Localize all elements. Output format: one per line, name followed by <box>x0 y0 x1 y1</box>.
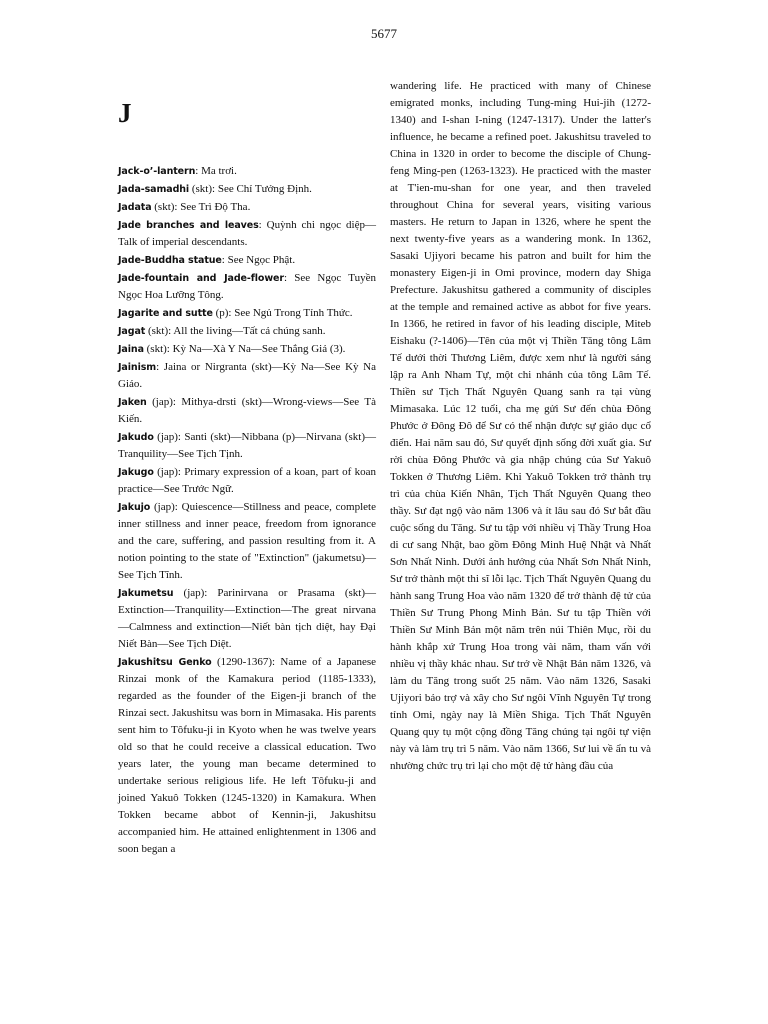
entry-definition: (skt): All the living—Tất cả chúng sanh. <box>145 325 326 337</box>
entry-definition: (skt): See Chỉ Tưởng Định. <box>189 183 312 195</box>
section-letter: J <box>118 98 132 128</box>
entry-term: Jadata <box>118 202 152 213</box>
entry-term: Jainism <box>118 362 157 373</box>
dictionary-entry <box>118 429 376 463</box>
dictionary-entry <box>118 394 376 428</box>
entry-definition: (skt): See Trì Độ Tha. <box>151 201 251 213</box>
entry-definition: : Ma trơi. <box>195 165 237 177</box>
entry-term: Jada-samadhi <box>118 184 190 195</box>
dictionary-entry <box>118 217 376 251</box>
entry-definition: (jap): Santi (skt)—Nibbana (p)—Nirvana (skt)—Tranquility—See Tịch Tịnh. <box>118 431 376 460</box>
entry-definition: : Quỳnh chi ngọc diệp—Talk of imperial descendants. <box>118 219 376 248</box>
entry-definition: (jap): Mithya-drsti (skt)—Wrong-views—See Tà Kiến. <box>118 396 376 425</box>
dictionary-entry <box>118 199 376 216</box>
dictionary-entry <box>118 270 376 304</box>
entry-term: Jack-o’-lantern <box>118 166 196 177</box>
entry-term: Jakugo <box>118 467 154 478</box>
entry-definition: : Jaina or Nirgranta (skt)—Kỳ Na—See Kỳ Na Giáo. <box>118 361 376 390</box>
entry-term: Jaina <box>118 344 144 355</box>
left-column <box>118 78 376 859</box>
entry-term: Jade-Buddha statue <box>118 255 222 266</box>
entry-term: Jade branches and leaves <box>118 220 259 231</box>
entry-term: Jakudo <box>118 432 154 443</box>
entry-definition: (p): See Ngủ Trong Tỉnh Thức. <box>212 307 353 319</box>
entry-definition: : See Ngọc Phật. <box>221 254 296 266</box>
dictionary-entry <box>118 359 376 393</box>
dictionary-entry <box>118 163 376 180</box>
entry-list <box>118 163 376 858</box>
entry-definition: : See Ngọc Tuyền Ngọc Hoa Lưỡng Tông. <box>118 272 377 301</box>
entry-definition: (1290-1367): Name of a Japanese Rinzai monk of the Kamakura period (1185-1333), regarded as the founder of the Eigen-ji branch of the Rinzai sect. Jakushitsu was born in Mimasaka. His parents sent him to Tôfuku-ji in Kyoto when he was twelve years old so that he could receive a classical education. Two years later, the young man became determined to undertake serious religious life. He left Tôfuku-ji and joined Yakuô Tokken (1245-1320) in Kamakura. When Tokken became abbot of Kennin-ji, Jakushitsu accompanied him. He attained enlightenment in 1306 and soon began a <box>118 656 376 855</box>
page-number: 5677 <box>371 26 397 41</box>
entry-definition: (jap): Quiescence—Stillness and peace, complete inner stillness and inner peace, freedom from ignorance and the care, suffering, and passion resulting from it. A notion pointing to the state of "Extinction" (jakumetsu)—See Tịch Tĩnh. <box>118 501 376 581</box>
dictionary-entry <box>118 181 376 198</box>
dictionary-entry <box>118 305 376 322</box>
entry-term: Jagarite and sutte <box>118 308 213 319</box>
entry-definition: (jap): Parinirvana or Prasama (skt)—Extinction—Tranquility—Extinction—The great nirvana—Calmness and extinction—Niết bàn tịch diệt, hay Đại Niết Bàn—See Tịch Diệt. <box>118 587 376 650</box>
entry-term: Jakushitsu Genko <box>118 657 212 668</box>
entry-term: Jaken <box>118 397 147 408</box>
entry-term: Jade-fountain and Jade-flower <box>118 273 284 284</box>
dictionary-entry <box>118 464 376 498</box>
entry-term: Jakujo <box>118 502 151 513</box>
entry-definition: (jap): Primary expression of a koan, part of koan practice—See Trước Ngữ. <box>118 466 376 495</box>
dictionary-entry <box>118 341 376 358</box>
dictionary-entry <box>118 499 376 584</box>
dictionary-entry <box>118 654 376 858</box>
dictionary-entry <box>118 252 376 269</box>
right-column <box>390 78 651 775</box>
entry-term: Jakumetsu <box>118 588 174 599</box>
entry-term: Jagat <box>118 326 146 337</box>
continuation-paragraph: wandering life. He practiced with many of Chinese emigrated monks, including Tung-ming Hui-jih (1272-1340) and I-shan I-ning (1247-1317). Under the latter's influence, he became a refined poet. Jakushitsu traveled to China in 1320 in order to become the disciple of Chung-feng Ming-pen (1263-1323). He practiced with the master at T'ien-mu-shan for one year, and then traveled throughout China for several years, visiting various masters. He return to Japan in 1326, where he spent the next twenty-five years as a wandering monk. In 1362, Sasaki Ujiyori became his patron and built for him the monastery Eigen-ji in Omi province, modern day Shiga Prefecture. Jakushitsu gathered a community of disciples at the temple and remained active as abbot for five years. In 1366, he retired in favor of his leading disciple, Miteb Eishaku (?-1406)—Tên của một vị Thiền Tăng tông Lâm Tế dưới thời Thương Liêm, được xem như là người sáng lập ra Anh Nham Tự, một chi nhánh của tông Lâm Tế. Thiền sư Tịch Thất Nguyên Quang sanh ra tại vùng Mimasaka. Lúc 12 tuổi, cha mẹ gửi Sư đến chùa Đông Phước ở Đông Đô để Sư có thể nhận được sự giáo dục cổ điển. Hai năm sau đó, Sư quyết định sống đời xuất gia. Sư rời chùa Đông Phước và gia nhập chúng của Sư Yakuô Tokken ở Thương Liêm. Khi Yakuô Tokken trở thành trụ trì của chùa Kiến Nhân, Tịch Thất Nguyên Quang theo thầy. Sư đạt ngộ vào năm 1306 và ít lâu sau đó Sư bắt đầu cuộc sống du Tăng. Sư tu tập với nhiều vị Thầy Trung Hoa di cư sang Nhật, bao gồm Đông Minh Huệ Nhật và Nhất Sơn Nhất Ninh. Dưới ảnh hưởng của Nhất Sơn Nhất Ninh, Sư trở thành một thi sĩ lỗi lạc. Tịch Thất Nguyên Quang du hành sang Trung Hoa vào năm 1320 để trở thành đệ tử của Thiền Sư Trung Phong Minh Bản. Sư tu tập Thiền với Thiền Sư Minh Bản một năm trên núi Thiên Mục, rồi du hành khắp xứ Trung Hoa trong vài năm, tham vấn với nhiều vị thầy khác nhau. Sư trở về Nhật Bản năm 1326, và làm du Tăng trong suốt 25 năm. Vào năm 1326, Sasaki Ujiyori bảo trợ và xây cho Sư ngôi Vĩnh Nguyên Tự trong tỉnh Omi, ngày nay là Miền Shiga. Tịch Thất Nguyên Quang quy tụ một cộng đồng Tăng chúng tại ngôi tự viện này và làm trụ trì 5 năm. Vào năm 1366, Sư lui về ẩn tu và nhường chức trụ trì lại cho một đệ tử hàng đầu của <box>390 80 651 772</box>
dictionary-entry <box>118 323 376 340</box>
entry-definition: (skt): Kỳ Na—Xà Y Na—See Thắng Giả (3). <box>143 343 346 355</box>
dictionary-entry <box>118 585 376 653</box>
